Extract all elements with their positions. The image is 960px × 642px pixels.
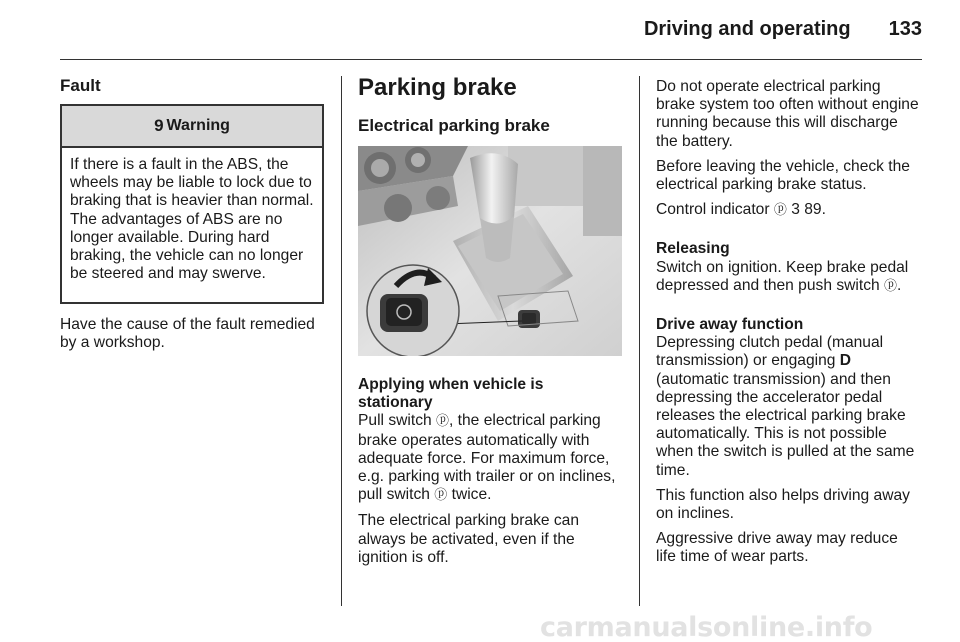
battery-note: Do not operate electrical parking brake system too often without engine running because this will discharge the battery.: [656, 78, 919, 150]
section-title: Driving and operating: [643, 18, 851, 40]
warning-box: [60, 104, 324, 304]
fault-remedy-text: Have the cause of the fault remedied by a workshop.: [60, 316, 315, 352]
page-reference-link[interactable]: 3 89.: [786, 201, 826, 219]
releasing-heading: Releasing: [656, 240, 730, 258]
incline-note: This function also helps driving away on inclines.: [656, 486, 910, 523]
parking-brake-heading: Parking brake: [358, 74, 517, 101]
always-activated-text: The electrical parking brake can always be activated, even if the ignition is off.: [358, 512, 580, 566]
warning-text: If there is a fault in the ABS, the wheels may be liable to lock due to braking that is heavier than normal. The advantages of ABS are no longer available. During hard braking, the vehicle can no longer be steered and may swerve.: [70, 156, 314, 283]
page-header: [640, 18, 922, 48]
apply-text: Pull switch ⓟ, the electrical parking brake operates automatically with adequate force. For maximum force, e.g. parking with trailer or on inclines, pull switch ⓟ twice.: [358, 412, 616, 504]
warning-header: [62, 106, 322, 148]
parking-brake-switch-photo: [358, 146, 622, 356]
warning-title: Warning: [166, 117, 230, 134]
wear-parts-note: Aggressive drive away may reduce life time of wear parts.: [656, 530, 898, 566]
header-rule: [60, 59, 922, 60]
fault-heading: Fault: [60, 76, 101, 95]
parking-switch-icon: ⓟ: [884, 278, 898, 294]
watermark: carmanualsonline.info: [540, 612, 873, 642]
parking-switch-icon: ⓟ: [436, 414, 450, 430]
apply-section: [358, 376, 622, 574]
parking-switch-icon: ⓟ: [434, 488, 448, 504]
column-divider-left: [341, 76, 342, 606]
apply-heading: Applying when vehicle is stationary: [358, 376, 544, 412]
releasing-text: Switch on ignition. Keep brake pedal depressed and then push switch ⓟ.: [656, 258, 909, 294]
column-divider-right: [639, 76, 640, 606]
page-number: 133: [888, 18, 922, 40]
control-indicator-ref: Control indicator ⓟ 3 89.: [656, 201, 826, 219]
gear-d-label: D: [839, 352, 852, 370]
parking-indicator-icon: ⓟ: [773, 203, 787, 219]
right-column: [656, 78, 922, 574]
check-status-note: Before leaving the vehicle, check the electrical parking brake status.: [656, 157, 910, 194]
electrical-parking-brake-heading: Electrical parking brake: [358, 116, 550, 135]
warning-triangle-icon: 9: [154, 116, 164, 135]
drive-away-heading: Drive away function: [656, 316, 804, 334]
drive-away-text: Depressing clutch pedal (manual transmission) or engaging D (automatic transmission) and then depressing the accelerator pedal releases the electrical parking brake automatically. This is not possible when the switch is pulled at the same time.: [656, 334, 915, 479]
